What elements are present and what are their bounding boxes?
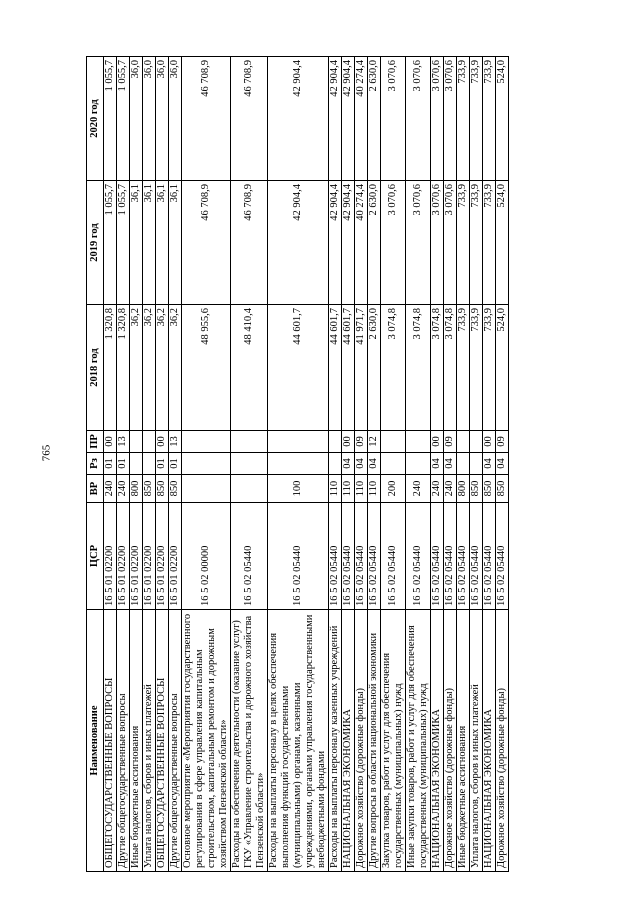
cell-name: Расходы на выплаты персоналу в целях обеспечения выполнения функций государственными (муниципальными) органами, казенными учреждениями, органами управления государственными внебюджетными фондами (268, 610, 329, 872)
cell-vr: 240 (117, 475, 130, 503)
table-row (182, 57, 231, 872)
cell-vr: 240 (431, 475, 444, 503)
cell-2020: 36,0 (130, 57, 143, 181)
cell-pr (182, 431, 231, 453)
cell-name: Другие общегосударственные вопросы (117, 610, 130, 872)
cell-vr: 850 (143, 475, 156, 503)
cell-pr: 00 (156, 431, 169, 453)
cell-vr: 850 (483, 475, 496, 503)
cell-pr (406, 431, 431, 453)
cell-2019: 3 070,6 (381, 181, 406, 305)
cell-2020: 40 274,4 (355, 57, 368, 181)
cell-name: Закупка товаров, работ и услуг для обеспечения государственных (муниципальных) нужд (381, 610, 406, 872)
cell-2020: 42 904,4 (342, 57, 355, 181)
table-row (483, 57, 496, 872)
cell-2019: 3 070,6 (431, 181, 444, 305)
cell-rz: 01 (117, 453, 130, 475)
cell-vr: 240 (406, 475, 431, 503)
cell-2018: 48 955,6 (182, 305, 231, 431)
cell-csr: 16 5 01 02200 (130, 503, 143, 610)
table-body (104, 57, 509, 872)
cell-name: НАЦИОНАЛЬНАЯ ЭКОНОМИКА (342, 610, 355, 872)
cell-pr: 09 (355, 431, 368, 453)
cell-csr: 16 5 02 05440 (470, 503, 483, 610)
cell-csr: 16 5 02 05440 (342, 503, 355, 610)
table-row (130, 57, 143, 872)
cell-csr: 16 5 02 00000 (182, 503, 231, 610)
header-name: Наименование (87, 610, 104, 872)
cell-vr: 240 (104, 475, 117, 503)
cell-csr: 16 5 02 05440 (231, 503, 268, 610)
cell-rz (329, 453, 342, 475)
cell-csr: 16 5 02 05440 (406, 503, 431, 610)
cell-csr: 16 5 02 05440 (355, 503, 368, 610)
cell-pr: 09 (444, 431, 457, 453)
table-row (156, 57, 169, 872)
cell-vr: 200 (381, 475, 406, 503)
cell-name: Расходы на обеспечение деятельности (оказание услуг) ГКУ «Управление строительства и дорожного хозяйства Пензенской области» (231, 610, 268, 872)
cell-pr (470, 431, 483, 453)
cell-2018: 36,2 (156, 305, 169, 431)
cell-vr: 110 (329, 475, 342, 503)
cell-2020: 2 630,0 (368, 57, 381, 181)
cell-rz: 04 (496, 453, 509, 475)
cell-2020: 36,0 (156, 57, 169, 181)
table-row (169, 57, 182, 872)
cell-csr: 16 5 02 05440 (483, 503, 496, 610)
cell-2018: 36,2 (143, 305, 156, 431)
cell-pr: 13 (169, 431, 182, 453)
cell-rz (182, 453, 231, 475)
cell-2020: 733,9 (457, 57, 470, 181)
cell-rz: 04 (355, 453, 368, 475)
cell-csr: 16 5 02 05440 (368, 503, 381, 610)
cell-2019: 40 274,4 (355, 181, 368, 305)
cell-2020: 524,0 (496, 57, 509, 181)
cell-pr: 00 (342, 431, 355, 453)
cell-vr: 850 (169, 475, 182, 503)
cell-name: Расходы на выплаты персоналу казенных учреждений (329, 610, 342, 872)
cell-csr: 16 5 02 05440 (329, 503, 342, 610)
cell-rz: 01 (156, 453, 169, 475)
table-header (87, 57, 104, 872)
table-row (329, 57, 342, 872)
cell-vr (182, 475, 231, 503)
cell-2019: 42 904,4 (268, 181, 329, 305)
cell-2018: 2 630,0 (368, 305, 381, 431)
table-row (368, 57, 381, 872)
cell-2018: 733,9 (483, 305, 496, 431)
cell-pr: 00 (431, 431, 444, 453)
cell-rz: 04 (368, 453, 381, 475)
cell-pr (143, 431, 156, 453)
cell-rz (231, 453, 268, 475)
cell-rz (406, 453, 431, 475)
cell-csr: 16 5 02 05440 (496, 503, 509, 610)
cell-2019: 36,1 (156, 181, 169, 305)
cell-2020: 3 070,6 (444, 57, 457, 181)
cell-2019: 1 055,7 (117, 181, 130, 305)
cell-vr: 850 (156, 475, 169, 503)
table-row (231, 57, 268, 872)
cell-csr: 16 5 01 02200 (143, 503, 156, 610)
cell-pr: 12 (368, 431, 381, 453)
cell-csr: 16 5 01 02200 (104, 503, 117, 610)
cell-vr: 110 (368, 475, 381, 503)
cell-2020: 733,9 (470, 57, 483, 181)
cell-vr (231, 475, 268, 503)
cell-2018: 733,9 (457, 305, 470, 431)
cell-2019: 733,9 (457, 181, 470, 305)
table-row (381, 57, 406, 872)
cell-name: ОБЩЕГОСУДАРСТВЕННЫЕ ВОПРОСЫ (156, 610, 169, 872)
cell-pr (130, 431, 143, 453)
cell-vr: 110 (342, 475, 355, 503)
cell-2020: 1 055,7 (117, 57, 130, 181)
cell-2020: 1 055,7 (104, 57, 117, 181)
cell-vr: 850 (496, 475, 509, 503)
cell-2019: 2 630,0 (368, 181, 381, 305)
cell-csr: 16 5 02 05440 (457, 503, 470, 610)
cell-pr (329, 431, 342, 453)
cell-name: НАЦИОНАЛЬНАЯ ЭКОНОМИКА (431, 610, 444, 872)
table-row (355, 57, 368, 872)
cell-2018: 733,9 (470, 305, 483, 431)
cell-name: Иные закупки товаров, работ и услуг для обеспечения государственных (муниципальных) нужд (406, 610, 431, 872)
cell-2019: 42 904,4 (329, 181, 342, 305)
table-row (342, 57, 355, 872)
cell-2020: 36,0 (169, 57, 182, 181)
table-row (470, 57, 483, 872)
cell-2019: 46 708,9 (182, 181, 231, 305)
cell-2019: 1 055,7 (104, 181, 117, 305)
cell-2020: 46 708,9 (231, 57, 268, 181)
cell-2019: 42 904,4 (342, 181, 355, 305)
cell-rz (130, 453, 143, 475)
cell-vr: 800 (457, 475, 470, 503)
cell-2020: 46 708,9 (182, 57, 231, 181)
cell-rz: 01 (169, 453, 182, 475)
cell-pr (268, 431, 329, 453)
page-number: 765 (40, 444, 52, 462)
cell-pr (457, 431, 470, 453)
cell-rz: 04 (431, 453, 444, 475)
cell-csr: 16 5 01 02200 (169, 503, 182, 610)
header-csr: ЦСР (87, 503, 104, 610)
cell-2020: 3 070,6 (431, 57, 444, 181)
cell-2018: 1 320,8 (117, 305, 130, 431)
budget-table (86, 56, 509, 872)
cell-rz: 04 (483, 453, 496, 475)
cell-2020: 36,0 (143, 57, 156, 181)
cell-csr: 16 5 02 05440 (444, 503, 457, 610)
cell-2019: 36,1 (143, 181, 156, 305)
cell-csr: 16 5 02 05440 (381, 503, 406, 610)
cell-name: Уплата налогов, сборов и иных платежей (143, 610, 156, 872)
cell-2019: 733,9 (470, 181, 483, 305)
cell-2018: 44 601,7 (329, 305, 342, 431)
table-row (496, 57, 509, 872)
cell-2020: 733,9 (483, 57, 496, 181)
table-row (444, 57, 457, 872)
cell-2020: 42 904,4 (268, 57, 329, 181)
cell-2020: 42 904,4 (329, 57, 342, 181)
header-2018: 2018 год (87, 305, 104, 431)
cell-rz (268, 453, 329, 475)
cell-2019: 3 070,6 (444, 181, 457, 305)
cell-csr: 16 5 02 05440 (268, 503, 329, 610)
cell-rz: 04 (342, 453, 355, 475)
cell-2019: 524,0 (496, 181, 509, 305)
cell-pr (231, 431, 268, 453)
cell-2020: 3 070,6 (406, 57, 431, 181)
cell-name: Иные бюджетные ассигнования (457, 610, 470, 872)
cell-2018: 36,2 (169, 305, 182, 431)
cell-name: Другие общегосударственные вопросы (169, 610, 182, 872)
table-row (406, 57, 431, 872)
cell-pr: 00 (483, 431, 496, 453)
cell-csr: 16 5 01 02200 (156, 503, 169, 610)
cell-2019: 46 708,9 (231, 181, 268, 305)
cell-name: Основное мероприятие «Мероприятия государственного регулирования в сфере управления капитальным строительством, капитальным ремонтом и дорожным хозяйством Пензенской области» (182, 610, 231, 872)
cell-pr (381, 431, 406, 453)
cell-csr: 16 5 01 02200 (117, 503, 130, 610)
cell-2018: 44 601,7 (268, 305, 329, 431)
cell-csr: 16 5 02 05440 (431, 503, 444, 610)
cell-pr: 13 (117, 431, 130, 453)
cell-2018: 3 074,8 (444, 305, 457, 431)
cell-vr: 240 (444, 475, 457, 503)
cell-2019: 733,9 (483, 181, 496, 305)
cell-2018: 3 074,8 (381, 305, 406, 431)
header-2020: 2020 год (87, 57, 104, 181)
rotated-page (86, 57, 582, 872)
cell-2019: 36,1 (130, 181, 143, 305)
cell-rz (143, 453, 156, 475)
cell-2019: 3 070,6 (406, 181, 431, 305)
cell-name: Дорожное хозяйство (дорожные фонды) (444, 610, 457, 872)
cell-2019: 36,1 (169, 181, 182, 305)
cell-2018: 3 074,8 (406, 305, 431, 431)
table-row (117, 57, 130, 872)
cell-rz (381, 453, 406, 475)
cell-pr: 00 (104, 431, 117, 453)
cell-name: ОБЩЕГОСУДАРСТВЕННЫЕ ВОПРОСЫ (104, 610, 117, 872)
cell-vr: 100 (268, 475, 329, 503)
cell-name: Дорожное хозяйство (дорожные фонды) (496, 610, 509, 872)
cell-2018: 524,0 (496, 305, 509, 431)
cell-rz (457, 453, 470, 475)
cell-name: Уплата налогов, сборов и иных платежей (470, 610, 483, 872)
cell-2018: 48 410,4 (231, 305, 268, 431)
table-row (104, 57, 117, 872)
cell-name: Другие вопросы в области национальной экономики (368, 610, 381, 872)
cell-vr: 850 (470, 475, 483, 503)
header-rz: Рз (87, 453, 104, 475)
table-row (457, 57, 470, 872)
table-row (431, 57, 444, 872)
cell-2018: 44 601,7 (342, 305, 355, 431)
cell-name: Иные бюджетные ассигнования (130, 610, 143, 872)
header-vr: ВР (87, 475, 104, 503)
cell-rz: 01 (104, 453, 117, 475)
cell-rz: 04 (444, 453, 457, 475)
cell-2018: 41 971,7 (355, 305, 368, 431)
cell-2018: 1 320,8 (104, 305, 117, 431)
cell-name: НАЦИОНАЛЬНАЯ ЭКОНОМИКА (483, 610, 496, 872)
cell-pr: 09 (496, 431, 509, 453)
header-pr: ПР (87, 431, 104, 453)
cell-rz (470, 453, 483, 475)
header-2019: 2019 год (87, 181, 104, 305)
cell-2020: 3 070,6 (381, 57, 406, 181)
cell-vr: 800 (130, 475, 143, 503)
cell-2018: 3 074,8 (431, 305, 444, 431)
table-row (268, 57, 329, 872)
cell-2018: 36,2 (130, 305, 143, 431)
cell-name: Дорожное хозяйство (дорожные фонды) (355, 610, 368, 872)
cell-vr: 110 (355, 475, 368, 503)
table-row (143, 57, 156, 872)
